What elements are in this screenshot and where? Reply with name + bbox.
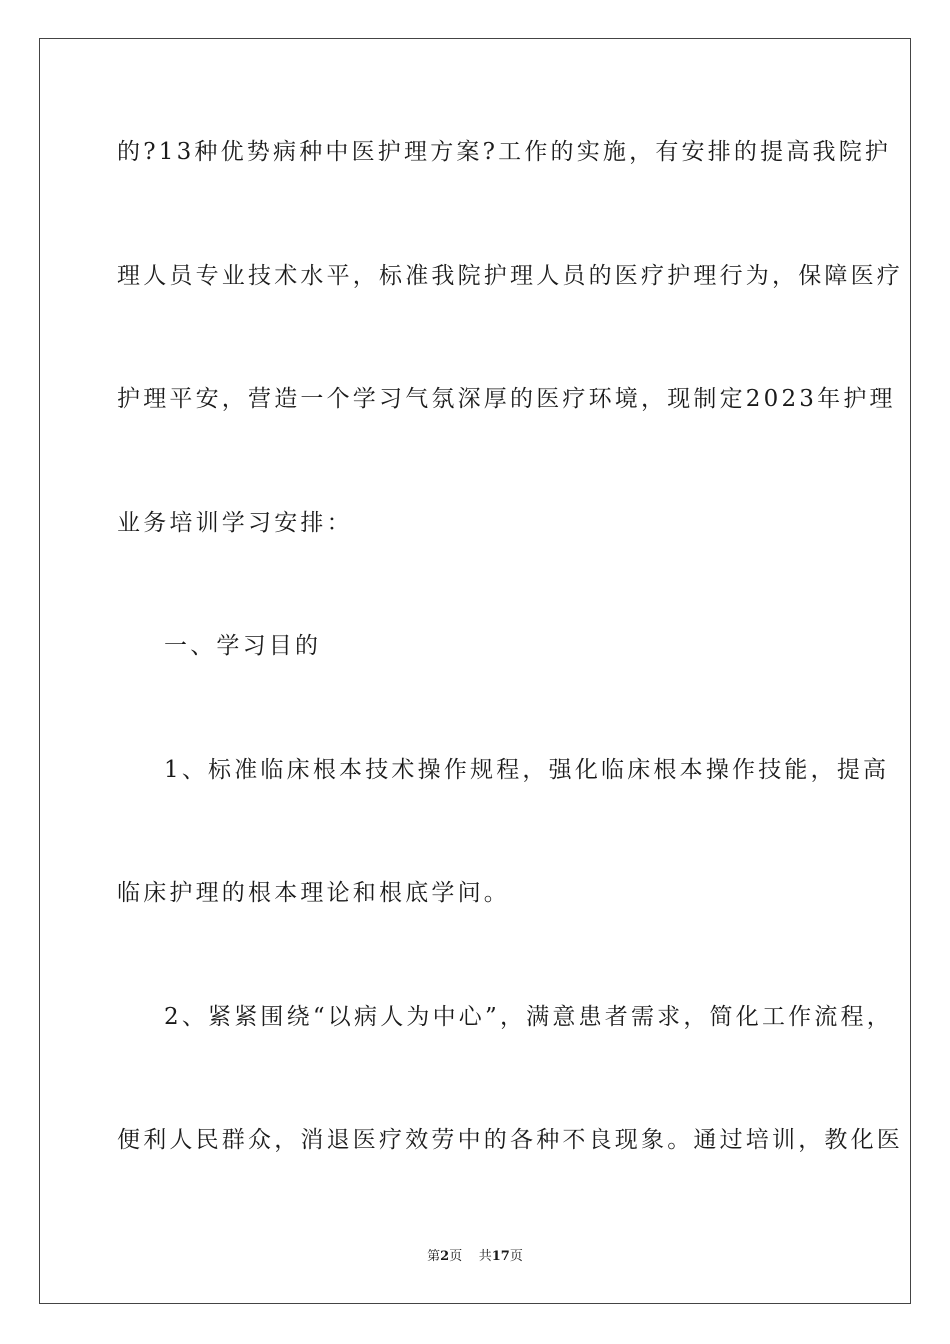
page-footer (0, 1248, 950, 1266)
body-line-3: 护理平安，营造一个学习气氛深厚的医疗环境，现制定2023年护理 (117, 386, 896, 412)
footer-page-number: 2 (440, 1249, 450, 1264)
list-item-2-line-1: 2、紧紧围绕“以病人为中心”，满意患者需求，简化工作流程， (164, 1004, 893, 1030)
footer-page-suffix: 页 (449, 1249, 463, 1264)
list-item-2-line-2: 便利人民群众，消退医疗效劳中的各种不良现象。通过培训，教化医 (117, 1127, 903, 1153)
body-line-1: 的?13种优势病种中医护理方案?工作的实施，有安排的提高我院护 (117, 139, 892, 165)
footer-total-pages: 17 (491, 1249, 510, 1264)
list-item-1-line-2: 临床护理的根本理论和根底学问。 (117, 880, 510, 906)
page-frame (39, 38, 911, 1304)
body-line-2: 理人员专业技术水平，标准我院护理人员的医疗护理行为，保障医疗 (117, 263, 903, 289)
footer-total-suffix: 页 (509, 1249, 523, 1264)
body-line-4: 业务培训学习安排： (117, 510, 353, 536)
footer-page-prefix: 第 (427, 1249, 441, 1264)
section-heading: 一、学习目的 (164, 633, 322, 659)
footer-total-prefix: 共 (478, 1249, 492, 1264)
list-item-1-line-1: 1、标准临床根本技术操作规程，强化临床根本操作技能，提高 (164, 757, 890, 783)
